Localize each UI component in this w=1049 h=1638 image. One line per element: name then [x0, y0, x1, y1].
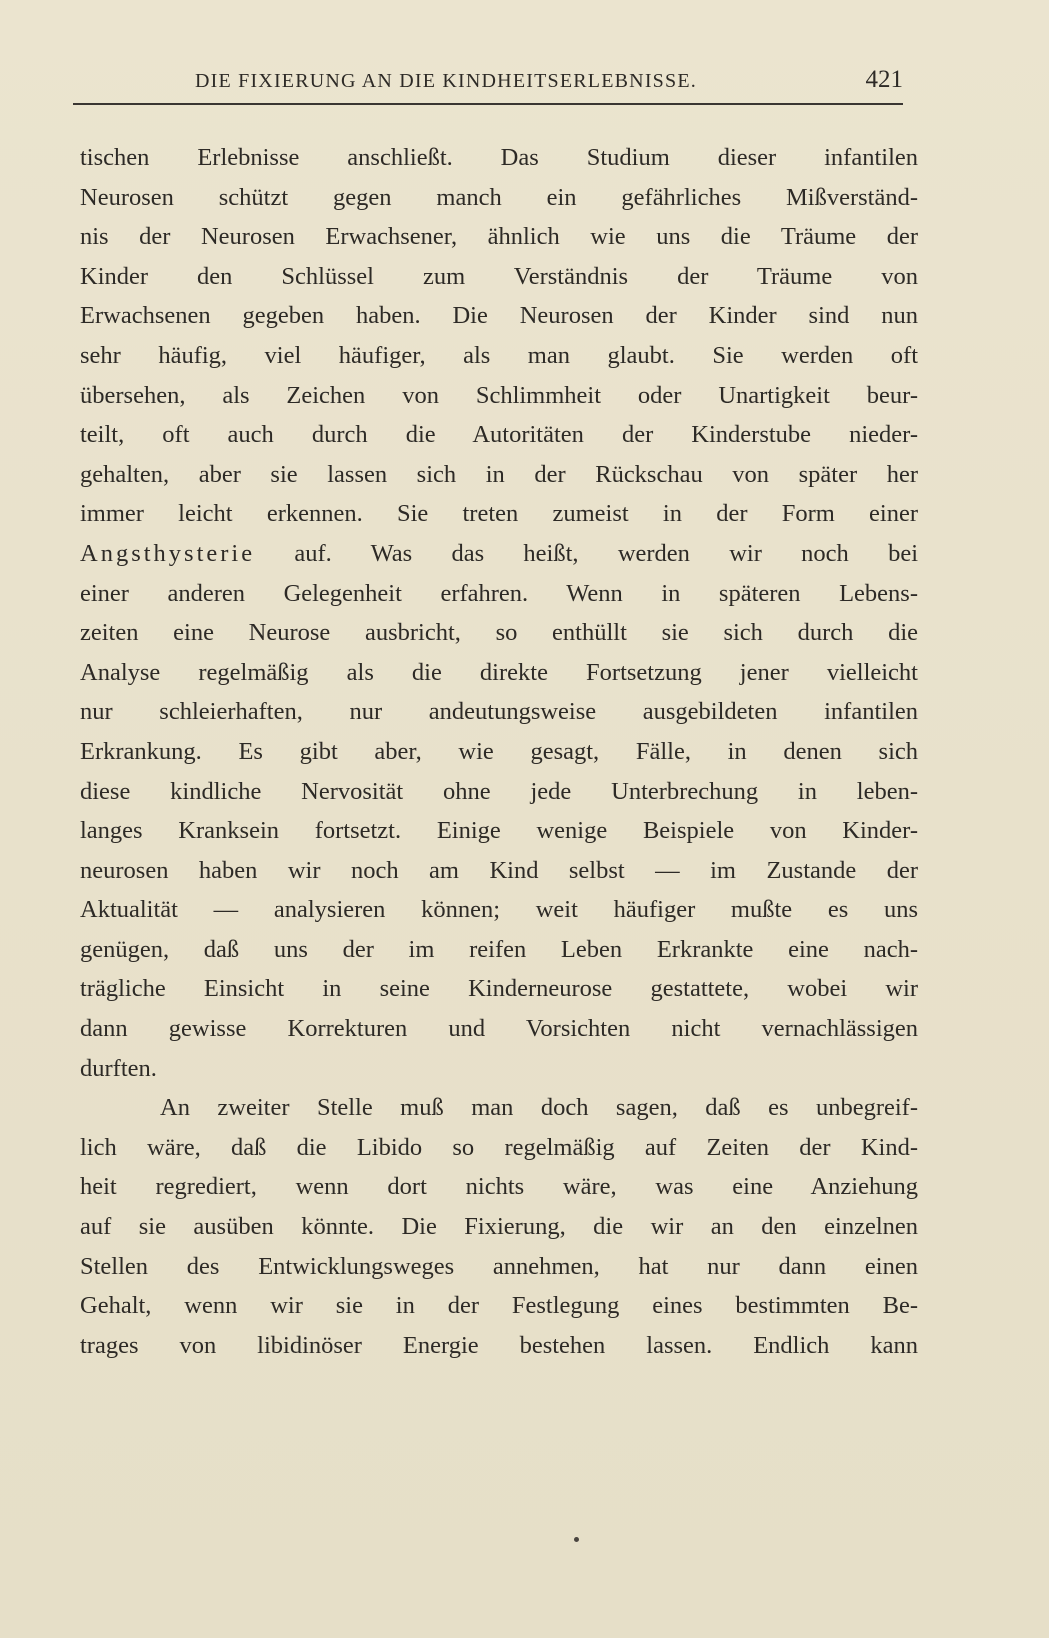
text-line: lich wäre, daß die Libido so regelmäßig auf Zeiten der Kind-: [80, 1133, 918, 1161]
text-line: durften.: [80, 1054, 157, 1082]
text-line: genügen, daß uns der im reifen Leben Erkrankte eine nach-: [80, 935, 918, 963]
body-text: [80, 138, 918, 1365]
print-speck: [574, 1537, 579, 1542]
chapter-title: DIE FIXIERUNG AN DIE KINDHEITSERLEBNISSE.: [195, 70, 697, 92]
text-line: dann gewisse Korrekturen und Vorsichten nicht vernachlässigen: [80, 1015, 918, 1043]
emphasized-term: Angsthysterie: [80, 539, 256, 567]
text-line-rest: auf. Was das heißt, werden wir noch bei: [255, 539, 918, 567]
text-line: auf sie ausüben könnte. Die Fixierung, die wir an den einzelnen: [80, 1213, 918, 1241]
text-line: Kinder den Schlüssel zum Verständnis der Träume von: [80, 262, 918, 290]
text-line: Erkrankung. Es gibt aber, wie gesagt, Fälle, in denen sich: [80, 737, 918, 765]
text-line: trages von libidinöser Energie bestehen lassen. Endlich kann: [80, 1331, 918, 1359]
text-line: An zweiter Stelle muß man doch sagen, daß es unbegreif-: [160, 1094, 918, 1122]
text-line: Erwachsenen gegeben haben. Die Neurosen der Kinder sind nun: [80, 302, 918, 330]
text-line: zeiten eine Neurose ausbricht, so enthüllt sie sich durch die: [80, 619, 918, 647]
text-line: sehr häufig, viel häufiger, als man glaubt. Sie werden oft: [80, 341, 918, 369]
text-line: nis der Neurosen Erwachsener, ähnlich wie uns die Träume der: [80, 223, 918, 251]
text-line: Neurosen schützt gegen manch ein gefährliches Mißverständ-: [80, 183, 918, 211]
text-line: gehalten, aber sie lassen sich in der Rückschau von später her: [80, 460, 918, 488]
text-line: einer anderen Gelegenheit erfahren. Wenn in späteren Lebens-: [80, 579, 918, 607]
text-line: übersehen, als Zeichen von Schlimmheit oder Unartigkeit beur-: [80, 381, 918, 409]
text-line: Gehalt, wenn wir sie in der Festlegung eines bestimmten Be-: [80, 1292, 918, 1320]
text-line: Aktualität — analysieren können; weit häufiger mußte es uns: [80, 896, 918, 924]
text-line: Analyse regelmäßig als die direkte Fortsetzung jener vielleicht: [80, 658, 918, 686]
text-line: heit regrediert, wenn dort nichts wäre, was eine Anziehung: [80, 1173, 918, 1201]
text-line: neurosen haben wir noch am Kind selbst — im Zustande der: [80, 856, 918, 884]
text-line: tischen Erlebnisse anschließt. Das Studium dieser infantilen: [80, 144, 918, 171]
text-line: trägliche Einsicht in seine Kinderneurose gestattete, wobei wir: [80, 975, 918, 1003]
page-number: 421: [865, 66, 903, 93]
running-head: [73, 66, 903, 100]
text-line: immer leicht erkennen. Sie treten zumeist in der Form einer: [80, 500, 918, 528]
text-line: diese kindliche Nervosität ohne jede Unterbrechung in leben-: [80, 777, 918, 805]
text-line-spaced: [80, 534, 918, 574]
header-rule: [73, 103, 903, 105]
text-line: langes Kranksein fortsetzt. Einige wenige Beispiele von Kinder-: [80, 817, 918, 845]
text-line: teilt, oft auch durch die Autoritäten der Kinderstube nieder-: [80, 421, 918, 449]
text-line: nur schleierhaften, nur andeutungsweise ausgebildeten infantilen: [80, 698, 918, 726]
text-line: Stellen des Entwicklungsweges annehmen, hat nur dann einen: [80, 1252, 918, 1280]
